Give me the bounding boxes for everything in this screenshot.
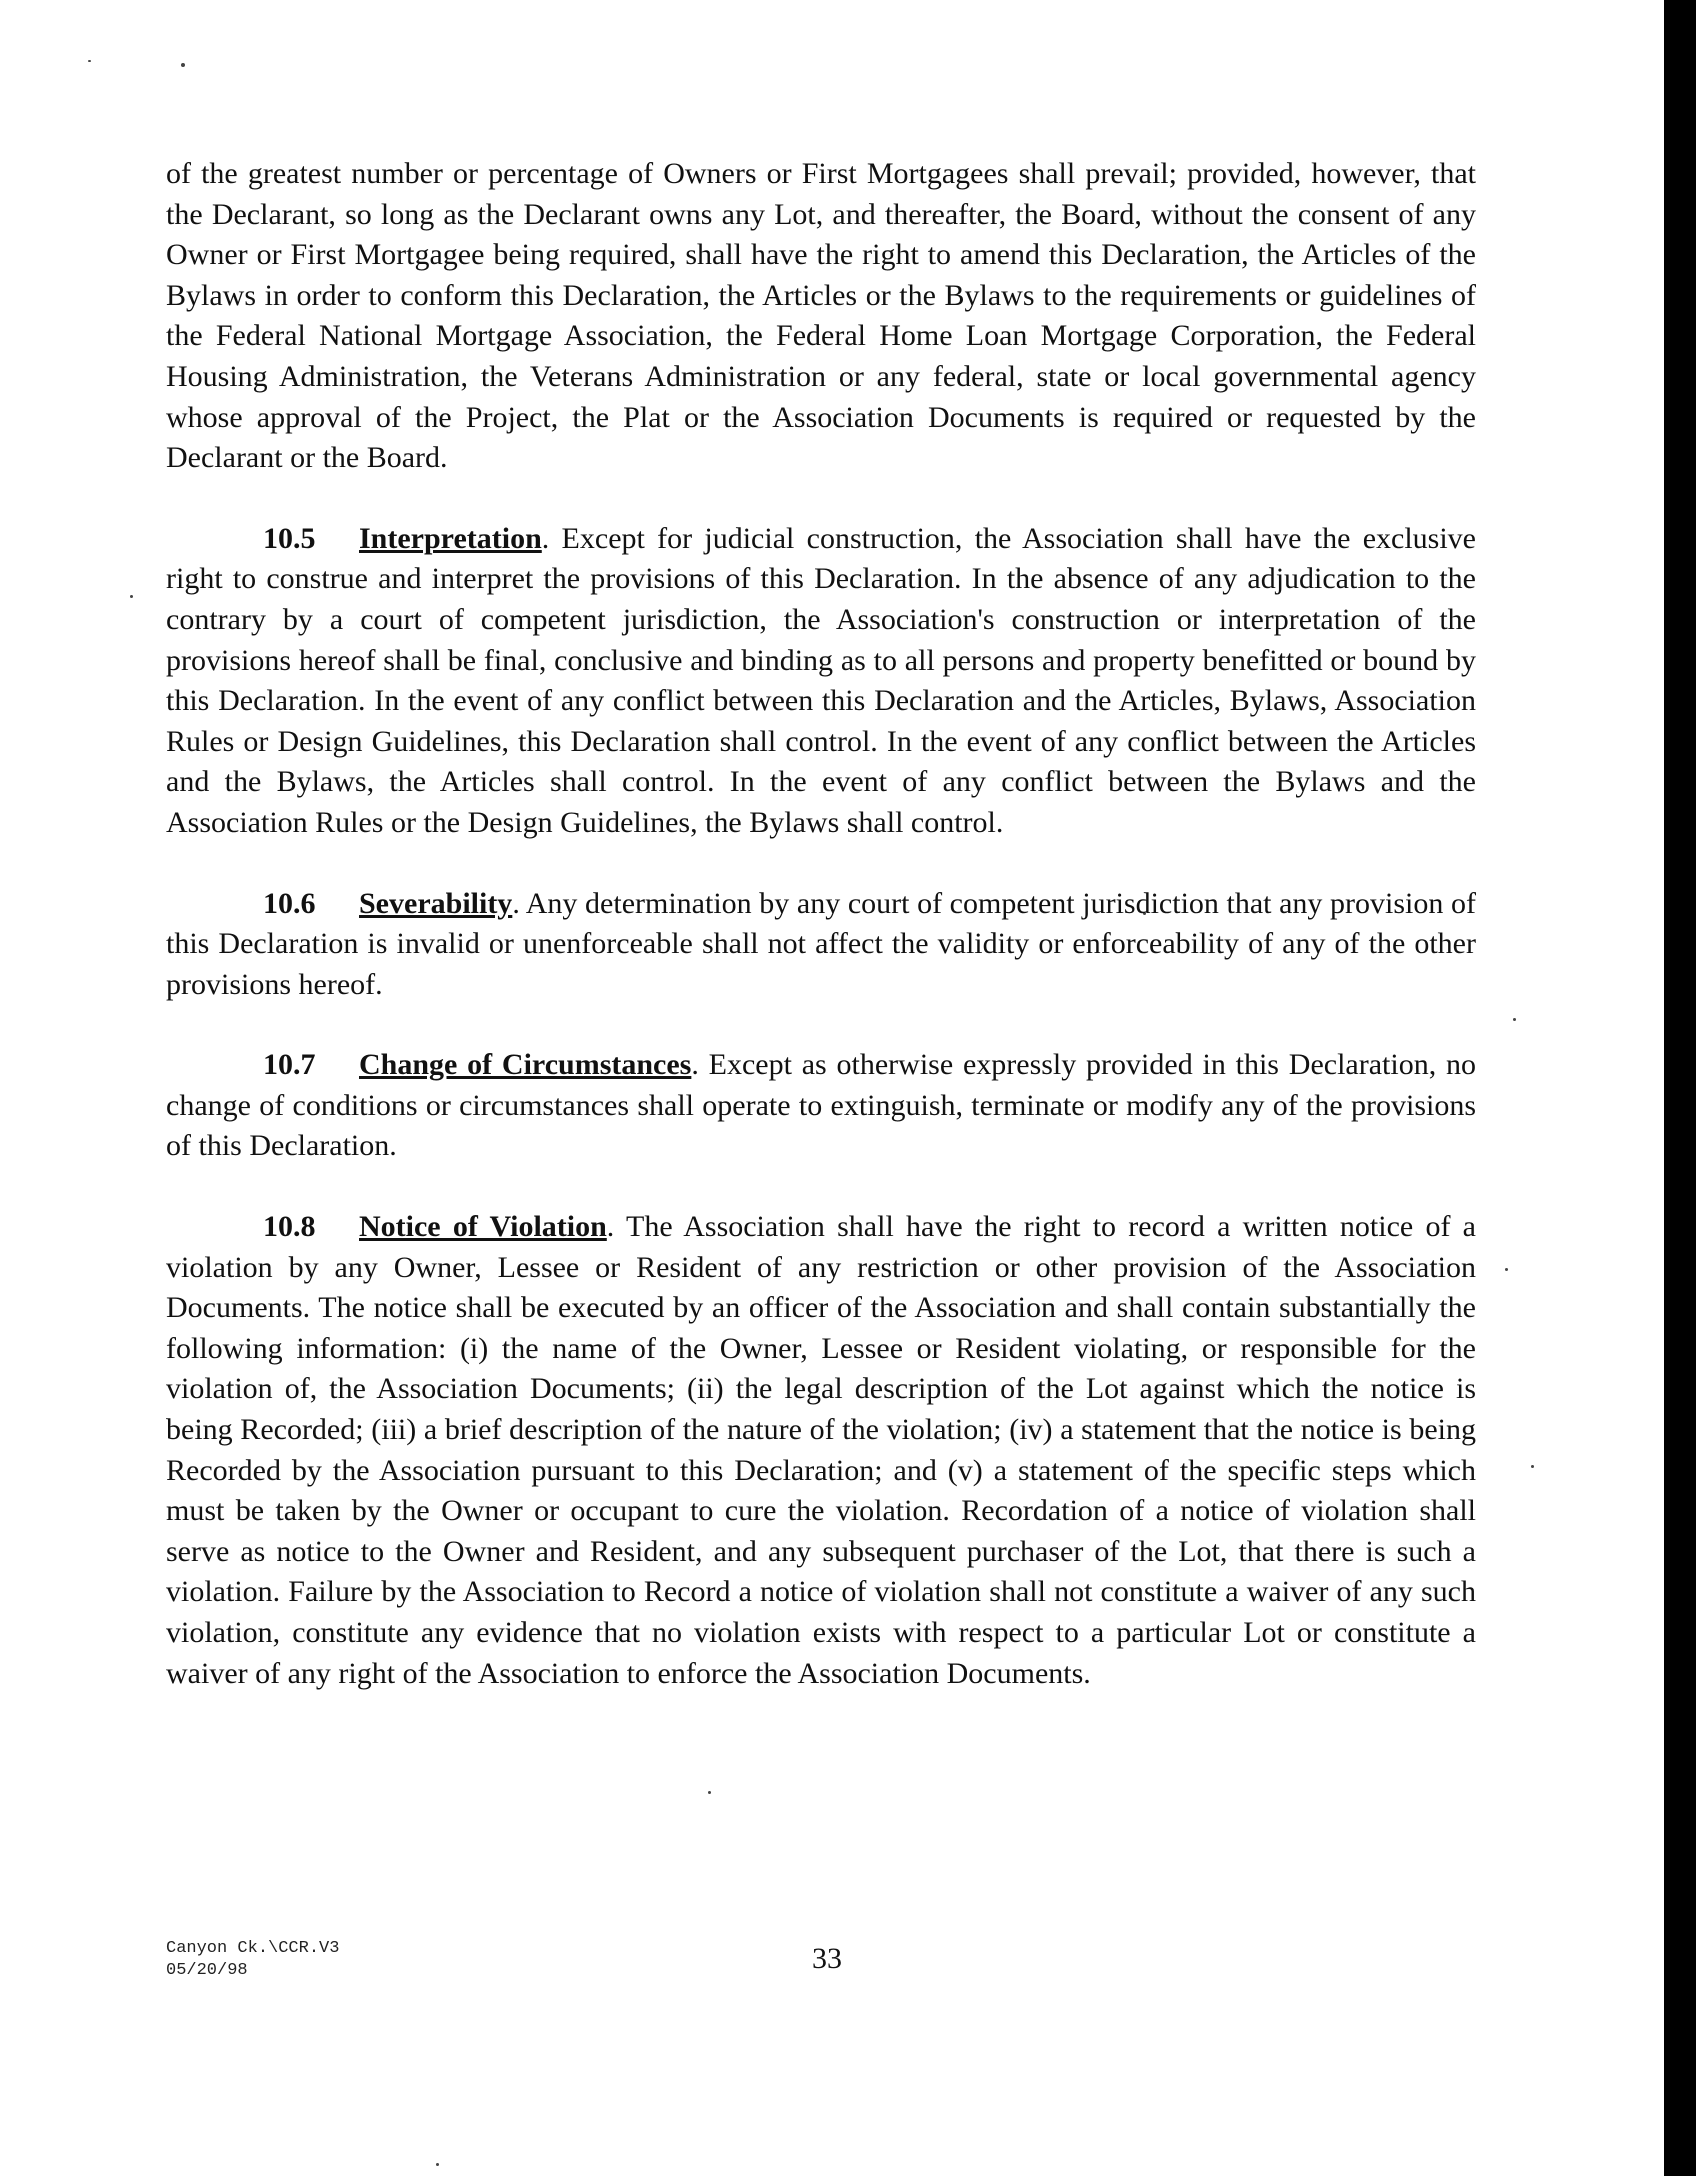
section-text: . Except for judicial construction, the Association shall have the exclusive right to construe and interpret the provisions of this Declaration. In the absence of any adjudication to the contrary by a court of competent jurisdiction, the Association's construction or interpretation of the provisions hereof shall be final, conclusive and binding as to all persons and property benefitted or bound by this Declaration. In the event of any conflict between this Declaration and the Articles, Bylaws, Association Rules or Design Guidelines, this Declaration shall control. In the event of any conflict between the Articles and the Bylaws, the Articles shall control. In the event of any conflict between the Bylaws and the Association Rules or the Design Guidelines, the Bylaws shall control. (166, 521, 1476, 839)
section-10-7 (166, 1045, 1476, 1167)
section-text: . Except as otherwise expressly provided in this Declaration, no change of conditions or circumstances shall operate to extinguish, terminate or modify any of the provisions of this Declaration. (166, 1048, 1476, 1163)
scan-edge-border (1664, 0, 1696, 2176)
scan-speck (181, 63, 185, 67)
footer-file-path: Canyon Ck.\CCR.V3 (166, 1939, 340, 1958)
section-number: 10.5 (263, 521, 316, 555)
section-title: Interpretation (359, 521, 542, 555)
section-number: 10.6 (263, 886, 316, 920)
scan-speck (1531, 1465, 1534, 1468)
section-10-6 (166, 884, 1476, 1006)
section-title: Severability (359, 886, 513, 920)
scan-speck (708, 1791, 711, 1794)
scan-speck (436, 2163, 439, 2166)
footer-date: 05/20/98 (166, 1961, 248, 1980)
section-text: . Any determination by any court of competent jurisdiction that any provision of this Declaration is invalid or unenforceable shall not affect the validity or enforceability of any of the other provisions hereof. (166, 886, 1476, 1001)
scan-speck (88, 60, 91, 62)
scan-speck (130, 595, 133, 598)
footer-file-reference (166, 1938, 339, 1982)
section-number: 10.8 (263, 1210, 316, 1244)
section-number: 10.7 (263, 1048, 316, 1082)
scan-speck (1505, 1268, 1508, 1271)
section-10-8 (166, 1207, 1476, 1694)
section-text: . The Association shall have the right to record a written notice of a violation by any Owner, Lessee or Resident of any restriction or other provision of the Association Documents. The notice shall be executed by an officer of the Association and shall contain substantially the following information: (i) the name of the Owner, Lessee or Resident violating, or responsible for the violation of, the Association Documents; (ii) the legal description of the Lot against which the notice is being Recorded; (iii) a brief description of the nature of the violation; (iv) a statement that the notice is being Recorded by the Association pursuant to this Declaration; and (v) a statement of the specific steps which must be taken by the Owner or occupant to cure the violation. Recordation of a notice of violation shall serve as notice to the Owner and Resident, and any subsequent purchaser of the Lot, that there is such a violation. Failure by the Association to Record a notice of violation shall not constitute a waiver of any such violation, constitute any evidence that no violation exists with respect to a particular Lot or constitute a waiver of any right of the Association to enforce the Association Documents. (166, 1210, 1476, 1690)
continuation-paragraph: of the greatest number or percentage of Owners or First Mortgagees shall prevail; provided, however, that the Declarant, so long as the Declarant owns any Lot, and thereafter, the Board, without the consent of any Owner or First Mortgagee being required, shall have the right to amend this Declaration, the Articles of the Bylaws in order to conform this Declaration, the Articles or the Bylaws to the requirements or guidelines of the Federal National Mortgage Association, the Federal Home Loan Mortgage Corporation, the Federal Housing Administration, the Veterans Administration or any federal, state or local governmental agency whose approval of the Project, the Plat or the Association Documents is required or requested by the Declarant or the Board. (166, 157, 1476, 475)
section-10-5 (166, 519, 1476, 844)
scan-speck (1513, 1018, 1516, 1021)
document-body (166, 154, 1476, 1734)
page-number: 33 (812, 1942, 842, 1975)
section-title: Change of Circumstances (359, 1048, 692, 1082)
section-title: Notice of Violation (359, 1210, 607, 1244)
